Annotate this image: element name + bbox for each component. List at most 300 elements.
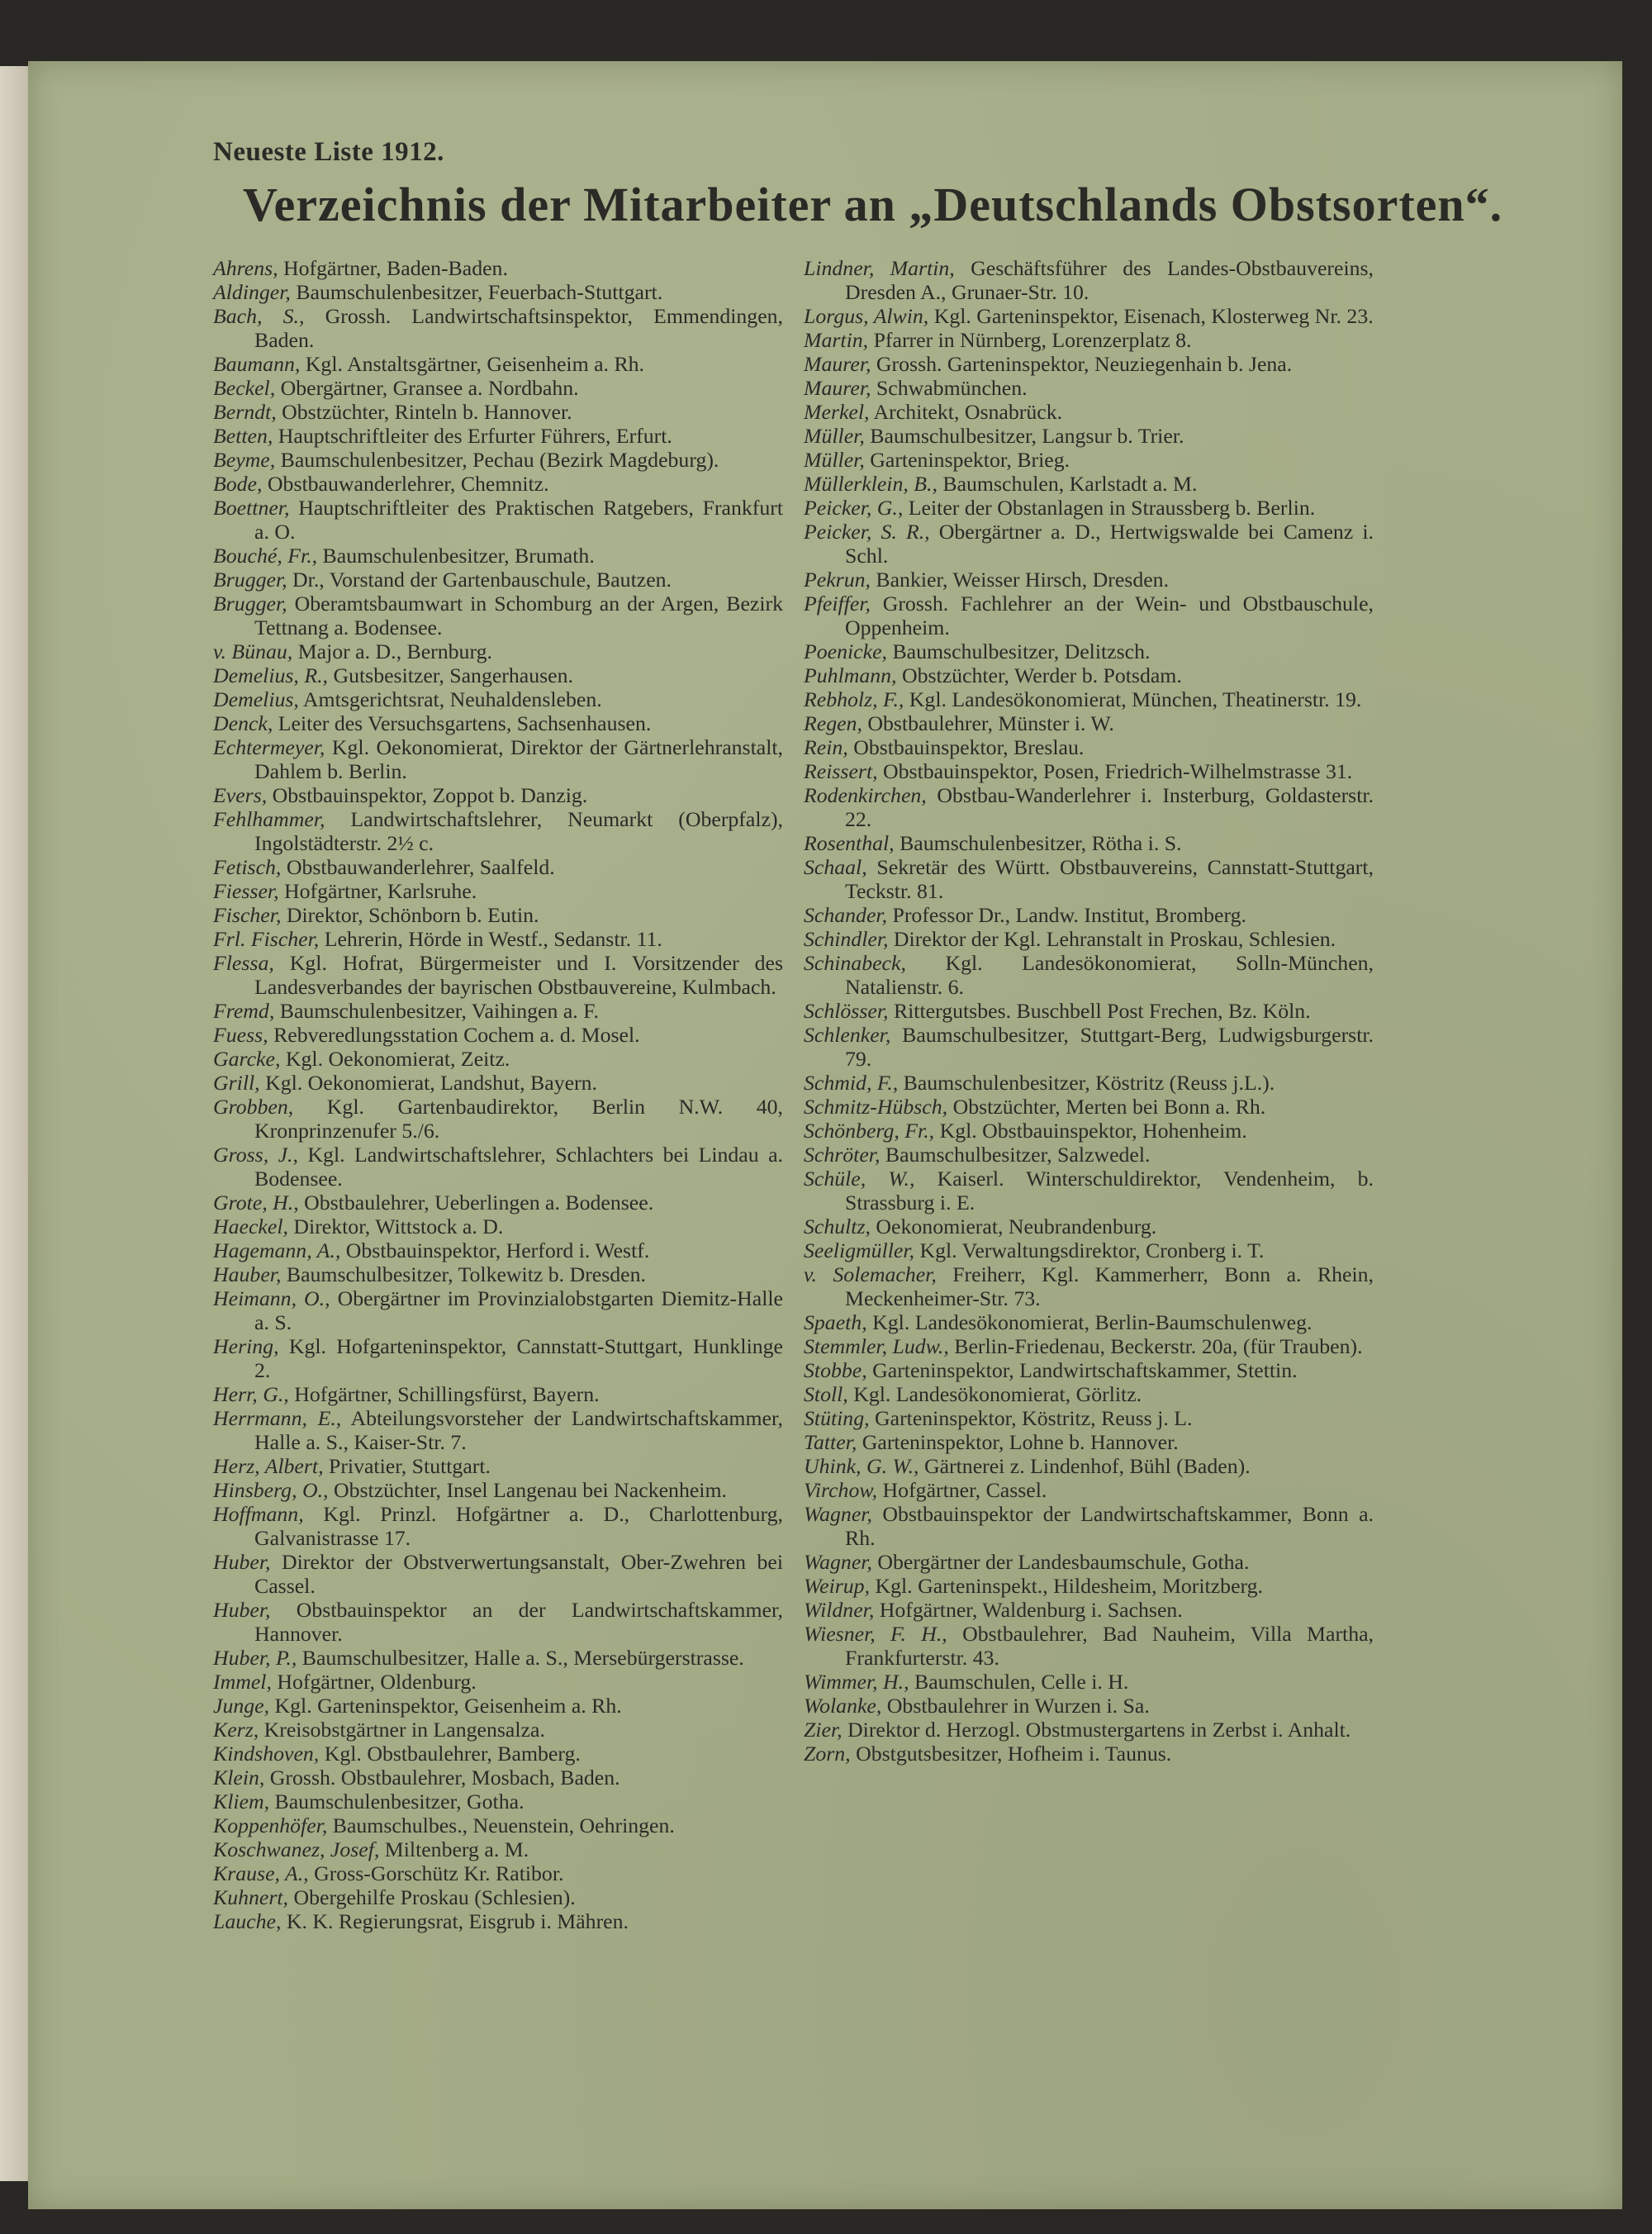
contributor-entry: [213, 400, 783, 424]
contributors-column-left: [213, 256, 783, 1933]
contributor-details: Obergehilfe Proskau (Schlesien).: [293, 1885, 576, 1909]
contributor-entry: [213, 807, 783, 855]
contributor-name: Herr, G.,: [213, 1382, 289, 1406]
contributor-name: Betten,: [213, 424, 273, 448]
contributor-entry: [804, 1095, 1374, 1119]
contributor-entry: [804, 1478, 1374, 1502]
contributor-details: Grossh. Obstbaulehrer, Mosbach, Baden.: [269, 1766, 620, 1790]
contributor-name: Rein,: [804, 735, 848, 759]
contributor-name: Aldinger,: [213, 280, 291, 304]
contributor-name: Fetisch,: [213, 855, 282, 879]
contributor-details: Kgl. Hofgarteninspektor, Cannstatt-Stuttgart, Hunklinge 2.: [254, 1334, 783, 1382]
contributor-entry: [213, 639, 783, 663]
contributor-name: Baumann,: [213, 352, 301, 376]
contributor-entry: [213, 1334, 783, 1382]
contributor-details: Obstbauwanderlehrer, Saalfeld.: [286, 855, 555, 879]
contributor-name: Hauber,: [213, 1262, 282, 1286]
contributor-entry: [804, 927, 1374, 951]
contributor-details: Obstbauinspektor, Herford i. Westf.: [345, 1238, 650, 1262]
contributor-entry: [213, 999, 783, 1023]
contributor-entry: [804, 1718, 1374, 1742]
contributor-entry: [213, 1813, 783, 1837]
contributor-details: Schwabmünchen.: [876, 376, 1028, 400]
contributor-name: Bode,: [213, 472, 263, 496]
contributor-details: Professor Dr., Landw. Institut, Bromberg.: [892, 903, 1246, 927]
contributor-name: Wagner,: [804, 1550, 872, 1574]
contributor-details: Lehrerin, Hörde in Westf., Sedanstr. 11.: [324, 927, 662, 951]
contributor-name: Tatter,: [804, 1430, 857, 1454]
contributor-details: Baumschulbesitzer, Halle a. S., Mersebürgerstrasse.: [301, 1646, 744, 1670]
contributor-entry: [213, 1071, 783, 1095]
contributor-name: Zier,: [804, 1718, 843, 1742]
contributor-details: Obergärtner, Gransee a. Nordbahn.: [280, 376, 579, 400]
contributor-name: Kerz,: [213, 1718, 259, 1742]
contributor-entry: [213, 1095, 783, 1143]
contributor-entry: [804, 1119, 1374, 1143]
contributor-entry: [804, 1406, 1374, 1430]
contributor-name: Kliem,: [213, 1790, 270, 1813]
contributor-name: Maurer,: [804, 376, 871, 400]
contributor-name: Müller,: [804, 448, 865, 472]
list-subtitle: Neueste Liste 1912.: [213, 137, 444, 167]
contributor-details: Gross-Gorschütz Kr. Ratibor.: [314, 1861, 564, 1885]
contributor-details: Baumschulenbesitzer, Köstritz (Reuss j.L.).: [903, 1071, 1275, 1095]
contributor-details: Obstbaulehrer, Bad Nauheim, Villa Martha, Frankfurterstr. 43.: [845, 1622, 1374, 1670]
contributor-name: Schröter,: [804, 1143, 881, 1167]
contributor-name: Wildner,: [804, 1598, 875, 1622]
contributor-name: Poenicke,: [804, 639, 887, 663]
contributor-name: Flessa,: [213, 951, 274, 975]
contributor-entry: [804, 472, 1374, 496]
contributor-details: Garteninspektor, Landwirtschaftskammer, Stettin.: [872, 1358, 1298, 1382]
contributor-name: Huber,: [213, 1550, 271, 1574]
contributor-details: Oberamtsbaumwart in Schomburg an der Argen, Bezirk Tettnang a. Bodensee.: [254, 592, 783, 639]
contributor-entry: [804, 256, 1374, 304]
contributor-entry: [213, 1909, 783, 1933]
contributor-details: Bankier, Weisser Hirsch, Dresden.: [876, 568, 1170, 592]
contributor-details: Kgl. Obstbaulehrer, Bamberg.: [324, 1742, 581, 1766]
contributor-entry: [804, 663, 1374, 687]
contributor-name: Kuhnert,: [213, 1885, 289, 1909]
contributor-name: Herz, Albert,: [213, 1454, 324, 1478]
contributor-name: Huber, P.,: [213, 1646, 297, 1670]
contributor-entry: [213, 927, 783, 951]
contributor-details: Geschäftsführer des Landes-Obstbauvereins, Dresden A., Grunaer-Str. 10.: [845, 256, 1374, 304]
contributor-name: Schander,: [804, 903, 888, 927]
contributor-entry: [213, 568, 783, 592]
contributor-details: Hauptschriftleiter des Erfurter Führers, Erfurt.: [278, 424, 672, 448]
contributor-entry: [804, 1310, 1374, 1334]
contributor-name: Zorn,: [804, 1742, 851, 1766]
contributor-details: Sekretär des Württ. Obstbauvereins, Cannstatt-Stuttgart, Teckstr. 81.: [845, 855, 1374, 903]
contributor-name: v. Bünau,: [213, 639, 293, 663]
contributor-entry: [804, 1598, 1374, 1622]
contributor-entry: [804, 639, 1374, 663]
contributor-details: Obstgutsbesitzer, Hofheim i. Taunus.: [856, 1742, 1172, 1766]
contributor-name: Grobben,: [213, 1095, 294, 1119]
contributor-entry: [213, 1143, 783, 1191]
contributor-details: Grossh. Fachlehrer an der Wein- und Obstbauschule, Oppenheim.: [845, 592, 1374, 639]
contributor-details: Obstbaulehrer, Ueberlingen a. Bodensee.: [304, 1191, 654, 1214]
contributor-entry: [213, 951, 783, 999]
contributor-details: Grossh. Landwirtschaftsinspektor, Emmendingen, Baden.: [254, 304, 783, 352]
contributor-entry: [804, 1454, 1374, 1478]
contributor-name: Bach, S.,: [213, 304, 305, 328]
contributor-name: Wimmer, H.,: [804, 1670, 909, 1694]
contributor-entry: [804, 855, 1374, 903]
contributor-entry: [804, 1382, 1374, 1406]
contributor-entry: [213, 1286, 783, 1334]
contributor-details: Leiter der Obstanlagen in Straussberg b. Berlin.: [908, 496, 1316, 520]
contributor-details: Kgl. Landesökonomierat, Solln-München, Natalienstr. 6.: [845, 951, 1374, 999]
contributor-entry: [213, 879, 783, 903]
contributor-entry: [213, 1238, 783, 1262]
contributor-name: Schindler,: [804, 927, 889, 951]
contributor-name: Brugger,: [213, 568, 287, 592]
contributor-details: Garteninspektor, Lohne b. Hannover.: [862, 1430, 1179, 1454]
contributor-entry: [213, 1550, 783, 1598]
contributor-entry: [213, 735, 783, 783]
contributor-name: Lindner, Martin,: [804, 256, 955, 280]
contributor-entry: [804, 1430, 1374, 1454]
contributor-entry: [213, 1598, 783, 1646]
contributor-details: Hofgärtner, Oldenburg.: [277, 1670, 477, 1694]
contributor-details: Dr., Vorstand der Gartenbauschule, Bautzen.: [292, 568, 672, 592]
contributor-details: Obstbauinspektor, Zoppot b. Danzig.: [272, 783, 588, 807]
contributor-name: Merkel,: [804, 400, 870, 424]
contributor-name: Klein,: [213, 1766, 265, 1790]
contributor-name: Fremd,: [213, 999, 275, 1023]
contributor-entry: [804, 1262, 1374, 1310]
contributor-entry: [804, 496, 1374, 520]
contributor-name: Uhink, G. W.,: [804, 1454, 919, 1478]
contributor-details: Obstzüchter, Insel Langenau bei Nackenheim.: [333, 1478, 727, 1502]
contributor-entry: [804, 1670, 1374, 1694]
contributor-name: Bouché, Fr.,: [213, 544, 318, 568]
contributor-entry: [213, 472, 783, 496]
contributor-entry: [213, 1742, 783, 1766]
contributor-details: Baumschulbesitzer, Salzwedel.: [885, 1143, 1151, 1167]
contributor-entry: [804, 1550, 1374, 1574]
contributor-entry: [804, 759, 1374, 783]
contributor-entry: [804, 831, 1374, 855]
contributor-entry: [213, 496, 783, 544]
contributor-name: Grote, H.,: [213, 1191, 299, 1214]
contributor-name: Spaeth,: [804, 1310, 867, 1334]
contributor-entry: [804, 903, 1374, 927]
contributor-details: Obergärtner der Landesbaumschule, Gotha.: [877, 1550, 1250, 1574]
contributor-details: Kgl. Landesökonomierat, München, Theatinerstr. 19.: [909, 687, 1362, 711]
contributor-name: Schaal,: [804, 855, 867, 879]
contributor-details: Kgl. Oekonomierat, Direktor der Gärtnerlehranstalt, Dahlem b. Berlin.: [254, 735, 783, 783]
contributor-name: Wagner,: [804, 1502, 872, 1526]
contributor-name: Koppenhöfer,: [213, 1813, 328, 1837]
contributor-entry: [804, 1502, 1374, 1550]
contributor-entry: [804, 592, 1374, 639]
contributor-name: Reissert,: [804, 759, 878, 783]
contributor-details: Baumschulenbesitzer, Rötha i. S.: [900, 831, 1182, 855]
contributor-entry: [213, 1694, 783, 1718]
contributor-details: Kgl. Landesökonomierat, Berlin-Baumschulenweg.: [872, 1310, 1313, 1334]
contributor-name: Hoffmann,: [213, 1502, 304, 1526]
contributor-name: Stobbe,: [804, 1358, 867, 1382]
contributor-entry: [213, 1047, 783, 1071]
contributor-details: Rebveredlungsstation Cochem a. d. Mosel.: [273, 1023, 640, 1047]
contributor-entry: [213, 1670, 783, 1694]
contributor-entry: [213, 1502, 783, 1550]
contributor-entry: [213, 1646, 783, 1670]
contributor-name: Hagemann, A.,: [213, 1238, 341, 1262]
contributor-details: Hofgärtner, Karlsruhe.: [284, 879, 477, 903]
contributor-entry: [213, 1191, 783, 1214]
contributor-details: Kgl. Oekonomierat, Zeitz.: [285, 1047, 510, 1071]
contributor-name: Müllerklein, B.,: [804, 472, 938, 496]
contributor-name: Schultz,: [804, 1214, 871, 1238]
contributor-name: Lauche,: [213, 1909, 282, 1933]
contributor-details: Baumschulen, Celle i. H.: [914, 1670, 1129, 1694]
contributor-name: Weirup,: [804, 1574, 871, 1598]
contributor-entry: [213, 663, 783, 687]
contributor-details: Kgl. Oekonomierat, Landshut, Bayern.: [265, 1071, 597, 1095]
contributor-name: Virchow,: [804, 1478, 878, 1502]
contributor-entry: [213, 1214, 783, 1238]
contributor-name: Fehlhammer,: [213, 807, 325, 831]
contributor-entry: [213, 448, 783, 472]
contributor-details: Obstbauinspektor an der Landwirtschaftskammer, Hannover.: [254, 1598, 783, 1646]
contributor-name: Müller,: [804, 424, 865, 448]
contributor-name: Huber,: [213, 1598, 271, 1622]
contributor-details: Pfarrer in Nürnberg, Lorenzerplatz 8.: [873, 328, 1192, 352]
contributor-name: Peicker, S. R.,: [804, 520, 930, 544]
contributor-details: Kgl. Garteninspektor, Geisenheim a. Rh.: [274, 1694, 622, 1718]
contributor-name: Schlenker,: [804, 1023, 891, 1047]
contributor-details: Garteninspektor, Brieg.: [870, 448, 1070, 472]
contributor-entry: [804, 1574, 1374, 1598]
contributor-name: Martin,: [804, 328, 869, 352]
contributor-entry: [804, 1694, 1374, 1718]
contributor-entry: [213, 1861, 783, 1885]
contributor-details: Kreisobstgärtner in Langensalza.: [263, 1718, 545, 1742]
contributor-details: Baumschulenbesitzer, Feuerbach-Stuttgart.: [296, 280, 663, 304]
contributor-name: Evers,: [213, 783, 268, 807]
contributor-name: Koschwanez, Josef,: [213, 1837, 380, 1861]
contributor-details: Baumschulenbesitzer, Pechau (Bezirk Magdeburg).: [280, 448, 719, 472]
contributor-entry: [213, 903, 783, 927]
contributor-details: Hofgärtner, Cassel.: [882, 1478, 1047, 1502]
contributor-details: Kgl. Landesökonomierat, Görlitz.: [853, 1382, 1142, 1406]
contributor-entry: [213, 711, 783, 735]
contributor-name: Ahrens,: [213, 256, 278, 280]
contributor-entry: [804, 1742, 1374, 1766]
contributor-entry: [213, 1790, 783, 1813]
contributor-entry: [804, 951, 1374, 999]
contributor-name: Schmitz-Hübsch,: [804, 1095, 948, 1119]
contributor-name: Wiesner, F. H.,: [804, 1622, 947, 1646]
contributor-name: Fiesser,: [213, 879, 279, 903]
contributor-details: Obstbaulehrer in Wurzen i. Sa.: [886, 1694, 1150, 1718]
contributor-entry: [213, 1406, 783, 1454]
contributor-details: Architekt, Osnabrück.: [873, 400, 1063, 424]
contributor-entry: [213, 1454, 783, 1478]
contributor-entry: [804, 711, 1374, 735]
contributor-entry: [213, 687, 783, 711]
contributor-details: Kgl. Hofrat, Bürgermeister und I. Vorsitzender des Landesverbandes der bayrischen Obstbauvereine, Kulmbach.: [254, 951, 783, 999]
contributor-details: Kgl. Garteninspektor, Eisenach, Klosterweg Nr. 23.: [933, 304, 1374, 328]
contributor-entry: [804, 1334, 1374, 1358]
contributor-entry: [804, 400, 1374, 424]
contributor-name: Hering,: [213, 1334, 279, 1358]
contributor-entry: [213, 280, 783, 304]
contributor-name: Boettner,: [213, 496, 290, 520]
contributor-details: Berlin-Friedenau, Beckerstr. 20a, (für Trauben).: [954, 1334, 1363, 1358]
contributor-entry: [213, 376, 783, 400]
contributor-details: Direktor, Wittstock a. D.: [293, 1214, 504, 1238]
contributor-entry: [804, 1622, 1374, 1670]
contributor-name: Brugger,: [213, 592, 287, 616]
contributor-entry: [213, 304, 783, 352]
contributor-name: Pekrun,: [804, 568, 871, 592]
contributor-entry: [804, 999, 1374, 1023]
contributor-entry: [804, 1358, 1374, 1382]
contributor-entry: [213, 1478, 783, 1502]
contributor-details: Baumschulbes., Neuenstein, Oehringen.: [332, 1813, 675, 1837]
contributor-name: Gross, J.,: [213, 1143, 298, 1167]
contributor-entry: [804, 1071, 1374, 1095]
contributor-entry: [804, 1167, 1374, 1214]
contributor-details: Kgl. Landwirtschaftslehrer, Schlachters bei Lindau a. Bodensee.: [254, 1143, 784, 1191]
contributor-details: Obstbauinspektor, Posen, Friedrich-Wilhelmstrasse 31.: [883, 759, 1353, 783]
contributor-name: Frl. Fischer,: [213, 927, 320, 951]
contributor-details: Gärtnerei z. Lindenhof, Bühl (Baden).: [923, 1454, 1251, 1478]
contributor-name: Schönberg, Fr.,: [804, 1119, 935, 1143]
contributor-entry: [804, 568, 1374, 592]
contributor-details: Kaiserl. Winterschuldirektor, Vendenheim, b. Strassburg i. E.: [845, 1167, 1374, 1214]
contributor-name: Seeligmüller,: [804, 1238, 914, 1262]
contributor-name: Herrmann, E.,: [213, 1406, 342, 1430]
contributor-details: Obstbauinspektor der Landwirtschaftskammer, Bonn a. Rh.: [845, 1502, 1374, 1550]
contributor-details: Obergärtner a. D., Hertwigswalde bei Camenz i. Schl.: [845, 520, 1374, 568]
contributor-entry: [213, 1262, 783, 1286]
contributor-details: Grossh. Garteninspektor, Neuziegenhain b. Jena.: [876, 352, 1293, 376]
contributor-name: Regen,: [804, 711, 862, 735]
contributor-details: Baumschulen, Karlstadt a. M.: [942, 472, 1198, 496]
contributor-details: Baumschulbesitzer, Tolkewitz b. Dresden.: [286, 1262, 646, 1286]
contributor-details: Baumschulenbesitzer, Brumath.: [322, 544, 595, 568]
contributor-entry: [804, 735, 1374, 759]
contributors-column-right: [804, 256, 1374, 1766]
contributor-name: Stemmler, Ludw.,: [804, 1334, 949, 1358]
contributor-details: Gutsbesitzer, Sangerhausen.: [333, 663, 573, 687]
contributor-entry: [213, 1837, 783, 1861]
contributor-details: Amtsgerichtsrat, Neuhaldensleben.: [302, 687, 602, 711]
contributor-entry: [213, 256, 783, 280]
contributor-details: Obstbauinspektor, Breslau.: [853, 735, 1085, 759]
contributor-details: Kgl. Gartenbaudirektor, Berlin N.W. 40, Kronprinzenufer 5./6.: [254, 1095, 783, 1143]
contributor-entry: [213, 592, 783, 639]
contributor-entry: [804, 1143, 1374, 1167]
contributor-details: Kgl. Anstaltsgärtner, Geisenheim a. Rh.: [305, 352, 645, 376]
contributor-name: Immel,: [213, 1670, 272, 1694]
contributor-details: Obstbauwanderlehrer, Chemnitz.: [267, 472, 549, 496]
contributor-details: Kgl. Prinzl. Hofgärtner a. D., Charlottenburg, Galvanistrasse 17.: [254, 1502, 783, 1550]
contributor-details: Baumschulbesitzer, Stuttgart-Berg, Ludwigsburgerstr. 79.: [845, 1023, 1374, 1071]
contributor-details: Obstzüchter, Werder b. Potsdam.: [901, 663, 1182, 687]
contributor-name: Junge,: [213, 1694, 270, 1718]
contributor-name: Kindshoven,: [213, 1742, 320, 1766]
contributor-details: Hofgärtner, Schillingsfürst, Bayern.: [294, 1382, 600, 1406]
contributor-entry: [213, 1023, 783, 1047]
contributor-entry: [213, 352, 783, 376]
contributor-name: Beckel,: [213, 376, 276, 400]
contributor-details: Miltenberg a. M.: [384, 1837, 529, 1861]
contributor-name: Peicker, G.,: [804, 496, 904, 520]
contributor-details: Kgl. Verwaltungsdirektor, Cronberg i. T.: [919, 1238, 1265, 1262]
contributor-details: Obstzüchter, Merten bei Bonn a. Rh.: [952, 1095, 1266, 1119]
contributor-details: Leiter des Versuchsgartens, Sachsenhausen.: [278, 711, 652, 735]
contributor-entry: [804, 448, 1374, 472]
contributor-name: Puhlmann,: [804, 663, 897, 687]
contributor-name: Beyme,: [213, 448, 276, 472]
contributor-name: Wolanke,: [804, 1694, 882, 1718]
contributor-details: Baumschulenbesitzer, Gotha.: [274, 1790, 525, 1813]
contributor-entry: [213, 1718, 783, 1742]
contributor-name: Schinabeck,: [804, 951, 906, 975]
contributor-details: Oekonomierat, Neubrandenburg.: [876, 1214, 1157, 1238]
contributor-entry: [804, 520, 1374, 568]
contributor-name: Schmid, F.,: [804, 1071, 899, 1095]
contributor-entry: [213, 1382, 783, 1406]
contributor-name: Haeckel,: [213, 1214, 288, 1238]
contributor-entry: [213, 544, 783, 568]
contributor-name: Krause, A.,: [213, 1861, 309, 1885]
contributor-name: Rebholz, F.,: [804, 687, 904, 711]
contributor-name: Demelius, R.,: [213, 663, 328, 687]
contributor-entry: [213, 783, 783, 807]
contributor-name: Maurer,: [804, 352, 871, 376]
contributor-name: v. Solemacher,: [804, 1262, 937, 1286]
contributor-name: Heimann, O.,: [213, 1286, 330, 1310]
contributor-name: Grill,: [213, 1071, 260, 1095]
contributor-details: Kgl. Obstbauinspektor, Hohenheim.: [939, 1119, 1247, 1143]
contributor-name: Garcke,: [213, 1047, 281, 1071]
contributor-name: Fuess,: [213, 1023, 268, 1047]
contributor-entry: [804, 1023, 1374, 1071]
contributor-name: Fischer,: [213, 903, 282, 927]
contributor-name: Stüting,: [804, 1406, 870, 1430]
contributor-details: Direktor d. Herzogl. Obstmustergartens in Zerbst i. Anhalt.: [847, 1718, 1351, 1742]
contributor-entry: [804, 328, 1374, 352]
contributor-entry: [804, 352, 1374, 376]
contributor-entry: [213, 1885, 783, 1909]
contributor-entry: [804, 687, 1374, 711]
contributor-name: Berndt,: [213, 400, 277, 424]
contributor-name: Schlösser,: [804, 999, 889, 1023]
contributor-entry: [804, 783, 1374, 831]
contributor-details: K. K. Regierungsrat, Eisgrub i. Mähren.: [286, 1909, 629, 1933]
contributor-details: Direktor, Schönborn b. Eutin.: [286, 903, 539, 927]
contributor-details: Obstbau-Wanderlehrer i. Insterburg, Goldasterstr. 22.: [845, 783, 1374, 831]
contributor-name: Denck,: [213, 711, 273, 735]
contributor-name: Hinsberg, O.,: [213, 1478, 329, 1502]
contributor-name: Pfeiffer,: [804, 592, 871, 616]
contributor-name: Schüle, W.,: [804, 1167, 915, 1191]
contributor-details: Privatier, Stuttgart.: [328, 1454, 491, 1478]
contributor-details: Hofgärtner, Waldenburg i. Sachsen.: [879, 1598, 1183, 1622]
contributor-name: Echtermeyer,: [213, 735, 325, 759]
contributor-details: Direktor der Kgl. Lehranstalt in Proskau, Schlesien.: [893, 927, 1336, 951]
contributor-details: Major a. D., Bernburg.: [297, 639, 492, 663]
contributor-details: Baumschulbesitzer, Delitzsch.: [892, 639, 1151, 663]
